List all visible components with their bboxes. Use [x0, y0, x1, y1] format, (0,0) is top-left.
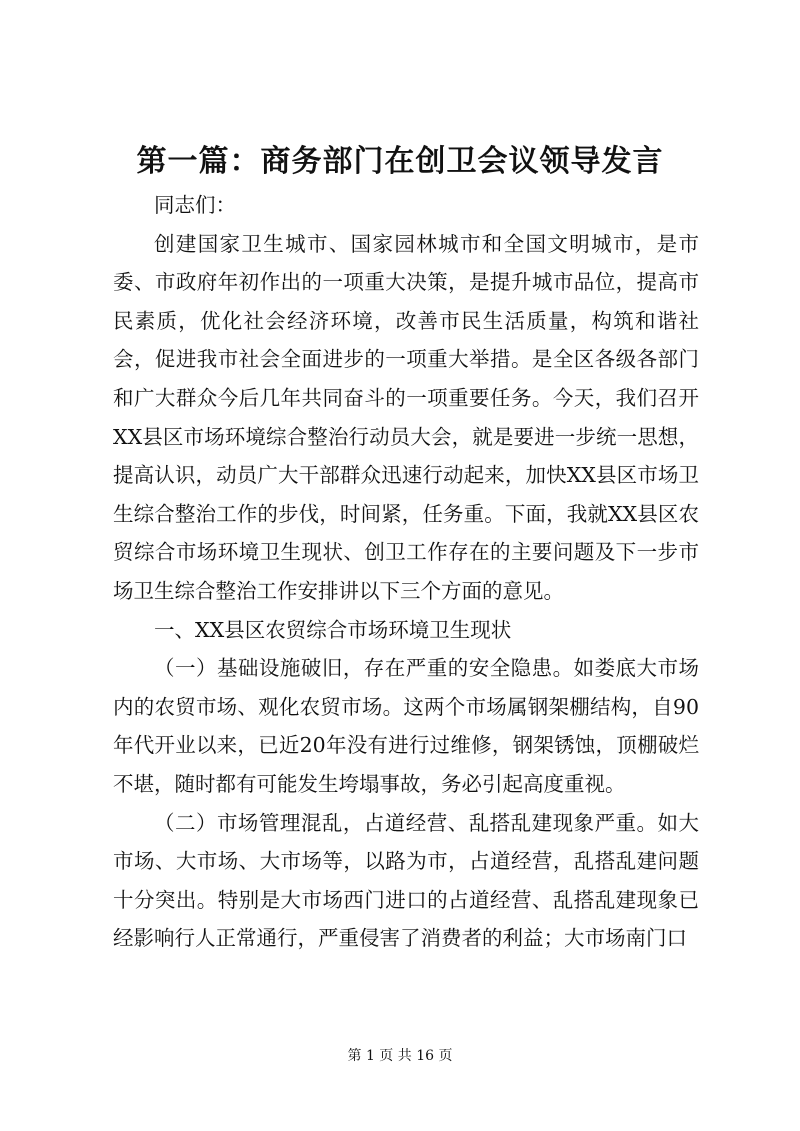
document-body	[113, 186, 699, 958]
section-heading: 一、XX县区农贸综合市场环境卫生现状	[154, 617, 512, 642]
document-title: 第一篇：商务部门在创卫会议领导发言	[136, 144, 664, 179]
body-paragraph: 创建国家卫生城市、国家园林城市和全国文明城市，是市委、市政府年初作出的一项重大决策，是提升城市品位，提高市民素质，优化社会经济环境，改善市民生活质量，构筑和谐社会，促进我市社会全面进步的一项重大举措。是全区各级各部门和广大群众今后几年共同奋斗的一项重要任务。今天，我们召开XX县区市场环境综合整治行动员大会，就是要进一步统一思想，提高认识，动员广大干部群众迅速行动起来，加快XX县区市场卫生综合整治工作的步伐，时间紧，任务重。下面，我就XX县区农贸综合市场环境卫生现状、创卫工作存在的主要问题及下一步市场卫生综合整治工作安排讲以下三个方面的意见。	[113, 231, 699, 603]
body-paragraph: （二）市场管理混乱，占道经营、乱搭乱建现象严重。如大市场、大市场、大市场等，以路为市，占道经营，乱搭乱建问题十分突出。特别是大市场西门进口的占道经营、乱搭乱建现象已经影响行人正常通行，严重侵害了消费者的利益；大市场南门口	[113, 810, 699, 951]
body-paragraph: （一）基础设施破旧，存在严重的安全隐患。如娄底大市场内的农贸市场、观化农贸市场。这两个市场属钢架棚结构，自90年代开业以来，已近20年没有进行过维修，钢架锈蚀，顶棚破烂不堪，随时都有可能发生垮塌事故，务必引起高度重视。	[113, 656, 699, 796]
page-footer: 第 1 页 共 16 页	[347, 1048, 453, 1064]
salutation-paragraph: 同志们：	[154, 193, 236, 217]
